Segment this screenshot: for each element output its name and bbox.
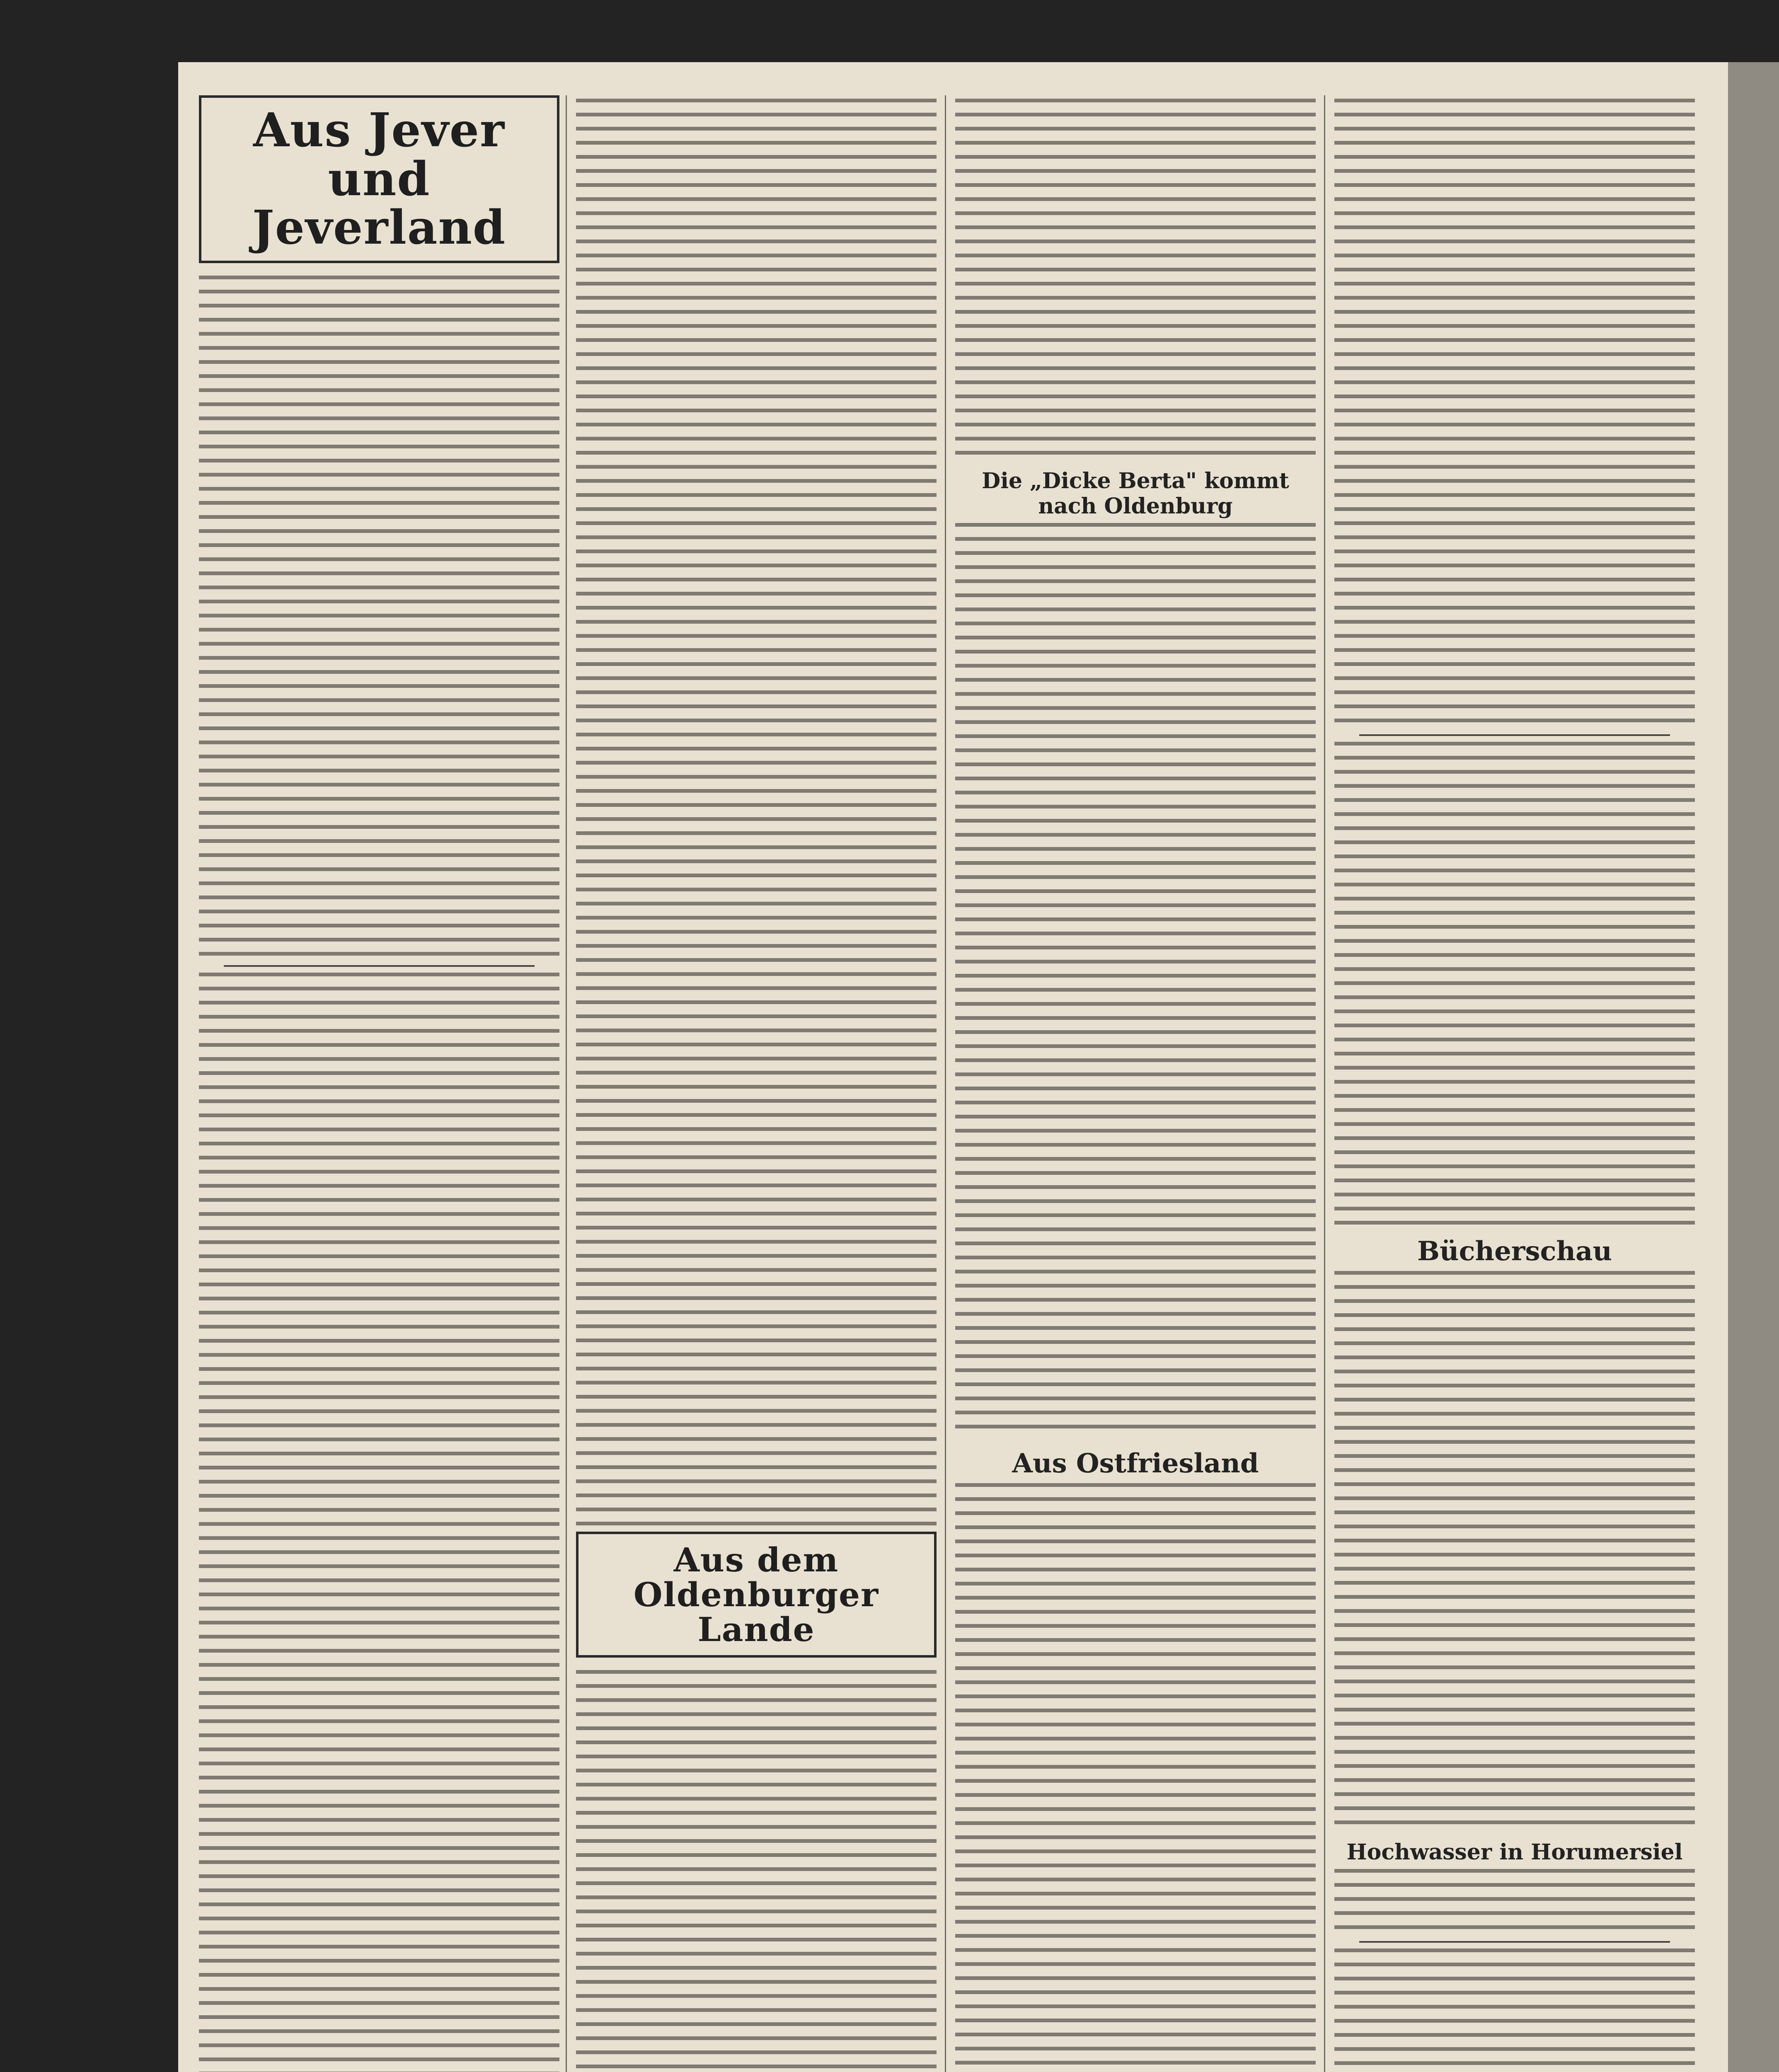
column-rule (1324, 95, 1325, 2072)
section-header-oldenburg: Aus dem Oldenburger Lande (576, 1532, 937, 1658)
column-rule (566, 95, 567, 2072)
headline: Die „Dicke Berta" kommt nach Oldenburg (982, 468, 1289, 519)
headline: Hochwasser in Horumersiel (1346, 1840, 1683, 1865)
divider (224, 965, 535, 967)
section-header-jever: Aus Jever und Jeverland (199, 95, 559, 263)
text-block (1334, 1869, 1695, 1935)
text-block (1334, 99, 1695, 729)
text-block (1334, 742, 1695, 1227)
column-3 (955, 95, 1316, 2072)
column-2 (576, 95, 937, 2072)
text-block (955, 1483, 1316, 2072)
headline: Bücherschau (1417, 1236, 1612, 1267)
text-block (199, 973, 559, 2072)
divider (1359, 1941, 1670, 1943)
column-rule (945, 95, 946, 2072)
text-block (1334, 1271, 1695, 1830)
column-4 (1334, 95, 1695, 2072)
text-block (955, 523, 1316, 1439)
column-1 (199, 95, 559, 2072)
text-block (576, 1670, 937, 2072)
text-block (576, 99, 937, 1528)
divider (1359, 734, 1670, 736)
text-block (1334, 1949, 1695, 2072)
text-block (199, 276, 559, 959)
book-spine (1728, 62, 1779, 2072)
text-block (955, 99, 1316, 459)
headline: Aus Ostfriesland (1012, 1448, 1259, 1479)
